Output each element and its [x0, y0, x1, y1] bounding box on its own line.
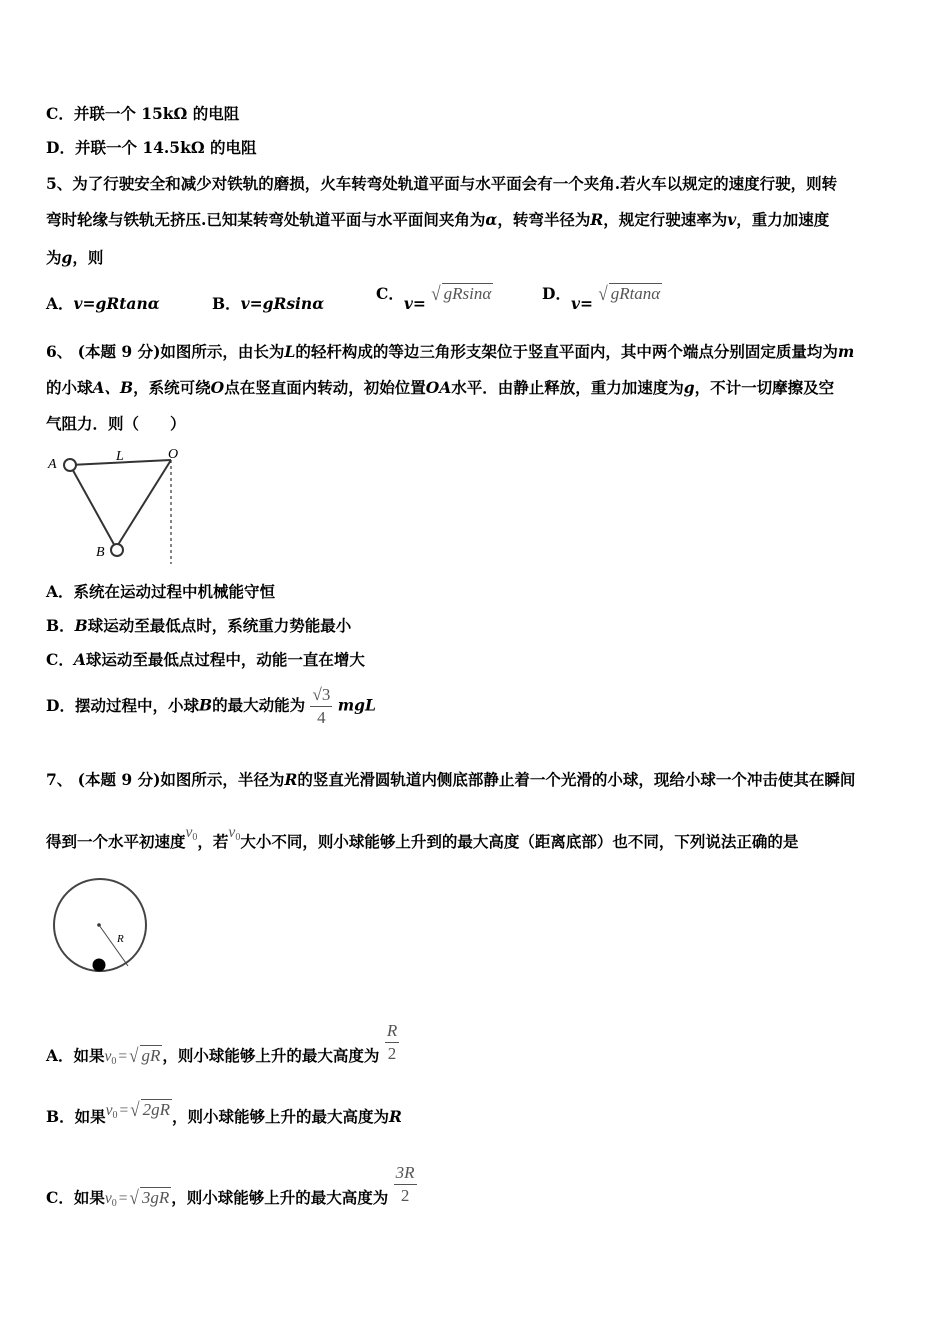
- q7-option-b: B．如果v0 = √ 2gR ，则小球能够上升的最大高度为R: [46, 1098, 402, 1126]
- q6-stem-line2: 的小球A、B，系统可绕O点在竖直面内转动，初始位置OA水平．由静止释放，重力加速度为g，不计一切摩擦及空: [46, 378, 835, 397]
- q5-option-d: D．v= √ gRtanα: [542, 282, 661, 313]
- q6-stem-line3: 气阻力．则（ ）: [46, 414, 186, 433]
- q7-stem-line1: 7、 (本题 9 分)如图所示，半径为R的竖直光滑圆轨道内侧底部静止着一个光滑的小球，现给小球一个冲击使其在瞬间: [46, 770, 856, 789]
- sqrt-expression: √ gRtanα: [598, 282, 661, 305]
- q7-option-a: A．如果v0 = √ gR ，则小球能够上升的最大高度为 $\frac{R}{2}$: [46, 1021, 398, 1067]
- q7-option-c: C．如果v0 = √ 3gR ，则小球能够上升的最大高度为 $\frac{3R}{2}$: [46, 1163, 415, 1209]
- q4-option-d: D．并联一个 14.5kΩ 的电阻: [46, 138, 257, 157]
- q5-option-a: A．v=gRtanα: [46, 294, 160, 313]
- ball: [93, 959, 106, 972]
- q6-triangle-figure: [44, 446, 194, 568]
- fraction: $\frac{R}{2}$: [386, 1021, 398, 1063]
- q5-option-c: C．v= √ gRsinα: [376, 282, 492, 313]
- label-l: L: [116, 449, 124, 464]
- q5-stem-line1: 5、为了行驶安全和减少对铁轨的磨损，火车转弯处轨道平面与水平面会有一个夹角.若火车以规定的速度行驶，则转: [46, 174, 838, 193]
- q6-stem-line1: 6、 (本题 9 分)如图所示，由长为L的轻杆构成的等边三角形支架位于竖直平面内，其中两个端点分别固定质量均为m: [46, 342, 855, 361]
- fraction: $\frac{√3}{4}$: [312, 685, 331, 727]
- fraction: $\frac{3R}{2}$: [395, 1163, 415, 1205]
- q7-circle-figure: [46, 874, 166, 978]
- q6-option-d: D．摆动过程中，小球B的最大动能为 $\frac{√3}{4}$ mgL: [46, 685, 376, 727]
- q6-option-a: A．系统在运动过程中机械能守恒: [46, 582, 276, 601]
- sqrt-expression: √ gRsinα: [431, 282, 492, 305]
- q6-option-c: C．A球运动至最低点过程中，动能一直在增大: [46, 650, 365, 669]
- ball-b: [111, 544, 123, 556]
- label-o: O: [168, 447, 179, 462]
- q6-option-b: B．B球运动至最低点时，系统重力势能最小: [46, 616, 352, 635]
- q5-option-b: B．v=gRsinα: [212, 294, 325, 313]
- q7-stem-line2: 得到一个水平初速度v0，若v0大小不同，则小球能够上升到的最大高度（距离底部）也不同，下列说法正确的是: [46, 824, 799, 851]
- q5-stem-line3: 为g，则: [46, 248, 104, 267]
- q4-option-c: C．并联一个 15kΩ 的电阻: [46, 104, 240, 123]
- label-b: B: [96, 545, 105, 560]
- label-r: R: [117, 933, 124, 945]
- label-a: A: [48, 457, 57, 472]
- ball-a: [64, 459, 76, 471]
- q5-stem-line2: 弯时轮缘与铁轨无挤压.已知某转弯处轨道平面与水平面间夹角为α，转弯半径为R，规定行驶速率为v，重力加速度: [46, 210, 830, 229]
